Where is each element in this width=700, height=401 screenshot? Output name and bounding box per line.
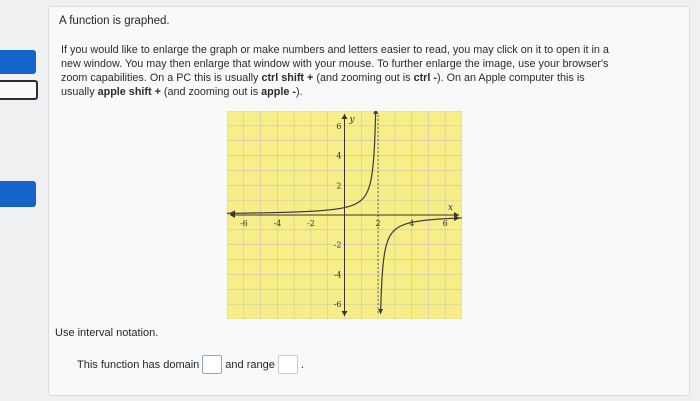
graph-svg [227, 111, 462, 319]
question-card [48, 6, 690, 396]
y-axis-label: y [349, 115, 355, 125]
y-tick-label: 2 [336, 181, 342, 191]
y-tick-label: 6 [336, 121, 342, 131]
y-tick-label: -6 [333, 300, 342, 310]
answer-row [77, 355, 304, 374]
nav-tab-secondary[interactable] [0, 181, 36, 207]
x-tick-label: -2 [307, 219, 315, 228]
x-tick-label: 4 [409, 219, 415, 228]
x-tick-label: 2 [375, 219, 381, 228]
x-tick-label: -6 [239, 219, 248, 228]
x-tick-label: 6 [442, 219, 448, 228]
y-tick-label: -4 [333, 270, 342, 280]
interval-notation-note: Use interval notation. [55, 327, 159, 339]
x-tick-label: -4 [273, 219, 282, 228]
left-question-nav [0, 0, 42, 401]
range-answer-box[interactable] [278, 355, 298, 374]
x-axis-label: x [448, 203, 454, 213]
nav-tab-active[interactable] [0, 50, 36, 74]
nav-tab-outline[interactable] [0, 80, 38, 100]
y-tick-label: -2 [333, 240, 342, 250]
range-label: and range [225, 358, 275, 371]
domain-answer-box[interactable] [202, 355, 222, 374]
question-title: A function is graphed. [59, 15, 170, 27]
instruction-paragraph: If you would like to enlarge the graph or make numbers and letters easier to read, you may click on it to open it in a new window. You may then enlarge that window with your mouse. To further enlarge the image, use your browser's zoom capabilities. On a PC this is usually ctrl shift + (and zooming out is ctrl -). On an Apple computer this is usually apple shift + (and zooming out is apple -). [61, 44, 609, 98]
function-graph[interactable] [227, 111, 462, 319]
y-tick-label: 4 [336, 151, 342, 161]
period: . [300, 358, 304, 371]
domain-label: This function has domain [77, 358, 200, 371]
